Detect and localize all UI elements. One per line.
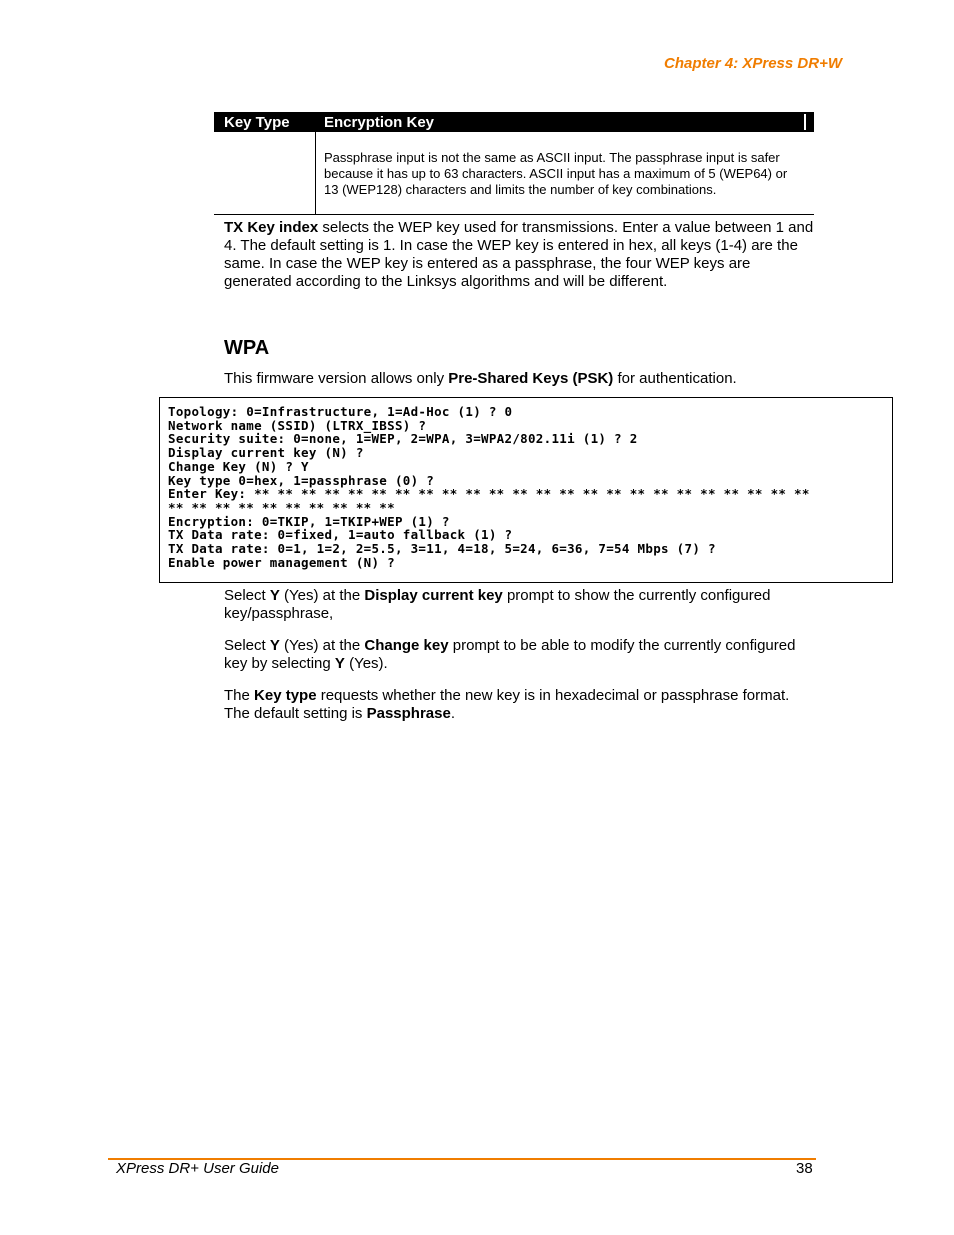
- wpa-intro-bold: Pre-Shared Keys (PSK): [448, 370, 614, 387]
- wpa-intro: [224, 370, 814, 388]
- tx-key-text: selects the WEP key used for transmissions. Enter a value between 1 and 4. The default setting is 1. In case the WEP key is entered in hex, all keys (1-4) are the same. In case the WEP key is entered as a passphrase, the four WEP keys are generated according to the Linksys algorithms and will be different.: [224, 219, 814, 290]
- tx-key-paragraph: [224, 219, 814, 291]
- table-header-cap: [804, 114, 814, 130]
- bold-run: Passphrase: [366, 705, 451, 722]
- col-encryption-key: Encryption Key: [324, 114, 435, 131]
- text-run: (Yes) at the: [279, 587, 365, 604]
- wpa-intro-text: This firmware version allows only: [224, 370, 449, 387]
- bold-run: Key type: [254, 687, 317, 704]
- tx-key-term: TX Key index: [224, 219, 319, 236]
- text-run: The: [224, 687, 255, 704]
- bold-run: Y: [269, 587, 280, 604]
- text-run: prompt to be able to modify the currently configured key by selecting: [224, 637, 796, 672]
- text-run: .: [450, 705, 455, 722]
- terminal-screenshot: [159, 397, 893, 583]
- text-run: Select: [224, 587, 270, 604]
- bold-run: Change key: [364, 637, 449, 654]
- change-key-paragraph: [224, 637, 814, 673]
- bold-run: Display current key: [364, 587, 503, 604]
- text-run: requests whether the new key is in hexadecimal or passphrase format. The default setting is: [224, 687, 790, 722]
- text-run: prompt to show the currently configured key/passphrase,: [224, 587, 771, 622]
- table-header: [214, 112, 814, 132]
- table-body: [214, 132, 814, 215]
- table-note: Passphrase input is not the same as ASCII input. The passphrase input is safer because it has up to 63 characters. ASCII input has a maximum of 5 (WEP64) or 13 (WEP128) characters and limits the number of key combinations.: [324, 150, 788, 197]
- text-run: (Yes).: [344, 655, 388, 672]
- table-divider: [315, 132, 316, 214]
- terminal-output: Topology: 0=Infrastructure, 1=Ad-Hoc (1) ? 0 Network name (SSID) (LTRX_IBSS) ? Security suite: 0=none, 1=WEP, 2=WPA, 3=WPA2/802.11i (1) ? 2 Display current key (N) ? Change Key (N) ? Y Key type 0=hex, 1=passphrase (0) ? Enter Key: ** ** ** ** ** ** ** ** ** ** ** ** ** ** ** ** ** ** ** ** ** ** ** ** ** ** ** ** ** ** ** ** ** ** Encryption: 0=TKIP, 1=TKIP+WEP (1) ? TX Data rate: 0=fixed, 1=auto fallback (1) ? TX Data rate: 0=1, 1=2, 2=5.5, 3=11, 4=18, 5=24, 6=36, 7=54 Mbps (7) ? Enable power management (N) ?: [168, 404, 810, 570]
- bold-run: Y: [334, 655, 345, 672]
- display-key-paragraph: [224, 587, 814, 623]
- text-run: (Yes) at the: [279, 637, 365, 654]
- key-type-paragraph: [224, 687, 814, 723]
- footer-title: XPress DR+ User Guide: [116, 1160, 279, 1177]
- chapter-header: Chapter 4: XPress DR+W: [664, 55, 842, 72]
- col-key-type: Key Type: [224, 114, 290, 131]
- page-number: 38: [796, 1160, 813, 1177]
- bold-run: Y: [269, 637, 280, 654]
- wpa-intro-tail: for authentication.: [613, 370, 737, 387]
- text-run: Select: [224, 637, 270, 654]
- wpa-heading: WPA: [224, 337, 270, 359]
